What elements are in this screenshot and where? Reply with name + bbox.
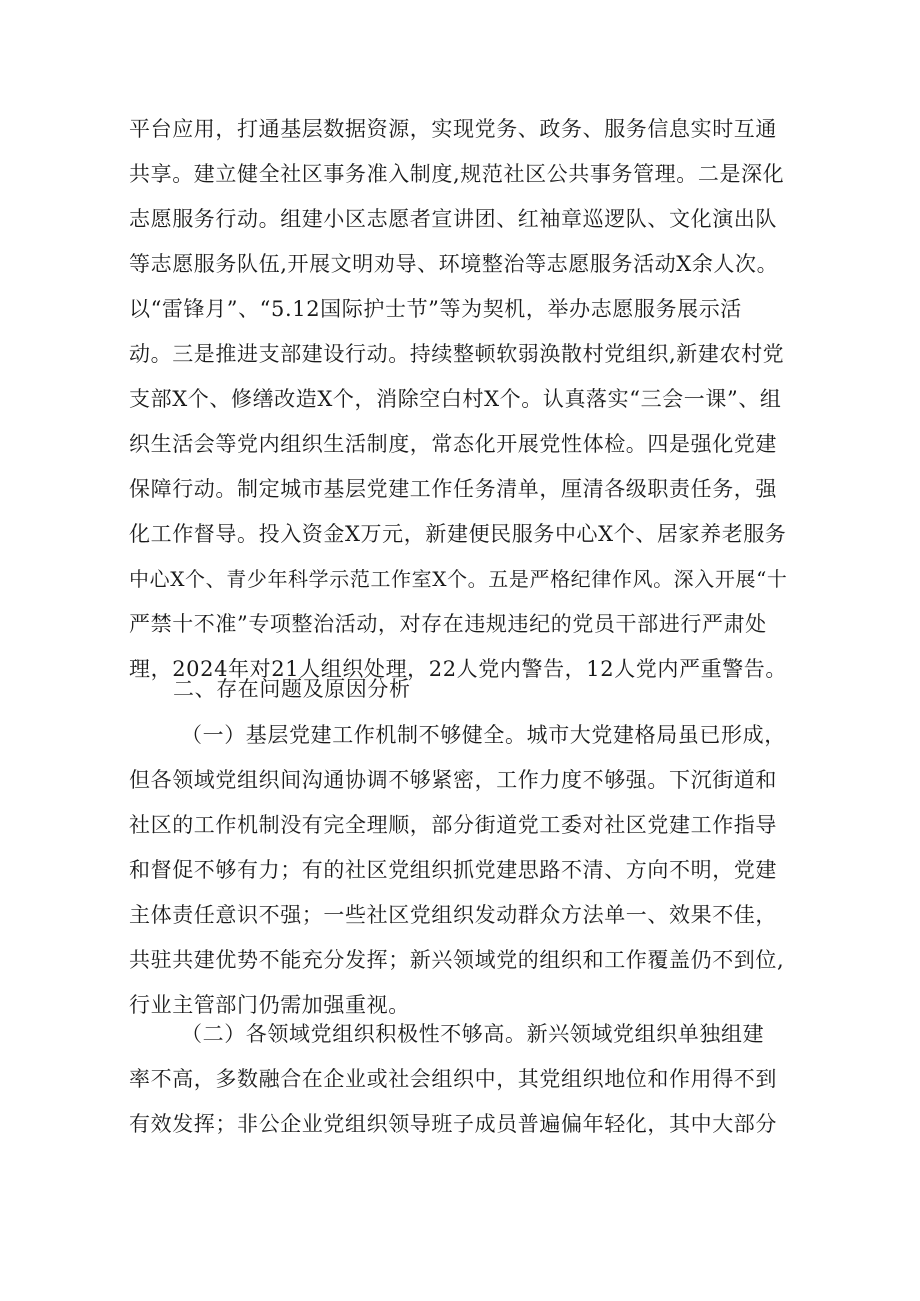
text-line: 等志愿服务队伍,开展文明劝导、环境整治等志愿服务活动X余人次。: [129, 252, 779, 276]
text-line: 理，2024年对21人组织处理，22人党内警告，12人党内严重警告。: [129, 657, 788, 681]
text-line: 严禁十不准”专项整治活动，对存在违规违纪的党员干部进行严肃处: [129, 612, 767, 636]
text-line: 社区的工作机制没有完全理顺，部分街道党工委对社区党建工作指导: [129, 813, 777, 837]
text-line: （一）基层党建工作机制不够健全。城市大党建格局虽已形成，: [181, 723, 786, 747]
section-heading: 二、存在问题及原因分析: [173, 677, 411, 701]
text-line: 和督促不够有力；有的社区党组织抓党建思路不清、方向不明，党建: [129, 858, 777, 882]
paragraph-problem-2: [129, 1012, 797, 1147]
text-line: 保障行动。制定城市基层党建工作任务清单，厘清各级职责任务，强: [129, 477, 777, 501]
text-line: 但各领域党组织间沟通协调不够紧密，工作力度不够强。下沉街道和: [129, 768, 777, 792]
text-line: 动。三是推进支部建设行动。持续整顿软弱涣散村党组织,新建农村党: [129, 342, 785, 366]
text-line: 共驻共建优势不能充分发挥；新兴领域党的组织和工作覆盖仍不到位,: [129, 948, 785, 972]
text-line: 行业主管部门仍需加强重视。: [129, 993, 410, 1017]
text-line: 共享。建立健全社区事务准入制度,规范社区公共事务管理。二是深化: [129, 162, 785, 186]
text-line: 织生活会等党内组织生活制度，常态化开展党性体检。四是强化党建: [129, 432, 777, 456]
paragraph-continuation: [129, 107, 797, 692]
text-line: 中心X个、青少年科学示范工作室X个。五是严格纪律作风。深入开展“十: [129, 567, 788, 591]
section-heading-block: [129, 667, 797, 712]
text-line: 化工作督导。投入资金X万元，新建便民服务中心X个、居家养老服务: [129, 522, 787, 546]
text-line: 志愿服务行动。组建小区志愿者宣讲团、红袖章巡逻队、文化演出队: [129, 207, 777, 231]
text-line: 率不高，多数融合在企业或社会组织中，其党组织地位和作用得不到: [129, 1067, 777, 1091]
text-line: 支部X个、修缮改造X个，消除空白村X个。认真落实“三会一课”、组: [129, 387, 782, 411]
text-line: 主体责任意识不强；一些社区党组织发动群众方法单一、效果不佳，: [129, 903, 777, 927]
paragraph-problem-1: [129, 713, 797, 1028]
text-line: 有效发挥；非公企业党组织领导班子成员普遍偏年轻化，其中大部分: [129, 1112, 777, 1136]
text-line: 以“雷锋月”、“5.12国际护士节”等为契机，举办志愿服务展示活: [129, 297, 742, 321]
text-line: （二）各领域党组织积极性不够高。新兴领域党组织单独组建: [181, 1022, 765, 1046]
text-line: 平台应用，打通基层数据资源，实现党务、政务、服务信息实时互通: [129, 117, 777, 141]
